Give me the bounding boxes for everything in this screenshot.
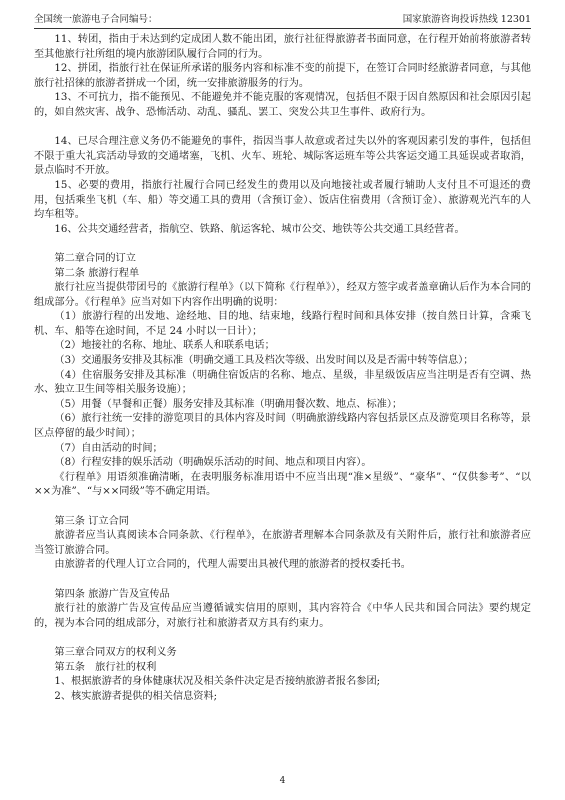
article-5-item-2: 2、核实旅游者提供的相关信息资料; — [54, 690, 218, 702]
definition-15: 15、必要的费用，指旅行社履行合同已经发生的费用以及向地接社或者履行辅助人支付且不可退还的费用，包括乘坐飞机（车、船）等交通工具的费用（含预订金）、饭店住宿费用（含预订金）、旅游观光汽车的人均车租等。 — [34, 179, 531, 221]
article-5-item-1: 1、根据旅游者的身体健康状况及相关条件决定是否接纳旅游者报名参团; — [54, 676, 381, 688]
definition-13: 13、不可抗力，指不能预见、不能避免并不能克服的客观情况，包括但不限于因自然原因和社会原因引起的，如自然灾害、战争、恐怖活动、动乱、骚乱、罢工、突发公共卫生事件、政府行为。 — [34, 92, 531, 118]
article-2-item-7: （7）自由活动的时间； — [54, 442, 163, 454]
article-5-heading: 第五条 旅行社的权利 — [54, 661, 157, 673]
definition-14: 14、已尽合理注意义务仍不能避免的事件，指因当事人故意或者过失以外的客观因素引发的事件，包括但不限于重大礼宾活动导致的交通堵塞，飞机、火车、班轮、城际客运班车等公共客运交通工具延误或者取消，景点临时不开放。 — [34, 136, 531, 177]
article-2-item-1: （1）旅游行程的出发地、途经地、目的地、结束地，线路行程时间和具体安排（按自然日计算，含乘飞机、车、船等在途时间，不足 24 小时以一日计）； — [34, 311, 531, 337]
article-4-heading: 第四条 旅游广告及宣传品 — [54, 588, 170, 600]
definition-12: 12、拼团，指旅行社在保证所承诺的服务内容和标准不变的前提下，在签订合同时经旅游者同意，与其他旅行社招徕的旅游者拼成一个团，统一安排旅游服务的行为。 — [34, 63, 531, 89]
contract-number-label: 全国统一旅游电子合同编号： — [34, 14, 158, 25]
document-body — [34, 33, 531, 704]
article-2-heading: 第二条 旅游行程单 — [54, 267, 140, 279]
article-2-item-3: （3）交通服务安排及其标准（明确交通工具及档次等级、出发时间以及是否需中转等信息）； — [54, 355, 474, 367]
spacer — [34, 631, 531, 646]
article-2-paragraph-1: 旅行社应当提供带团号的《旅游行程单》（以下简称《行程单》），经双方签字或者盖章确认后作为本合同的组成部分。《行程单》应当对如下内容作出明确的说明： — [34, 282, 531, 308]
chapter-2-heading: 第二章合同的订立 — [54, 252, 136, 264]
article-2-item-2: （2）地接社的名称、地址、联系人和联系电话； — [54, 340, 275, 352]
article-2-paragraph-2: 《行程单》用语须准确清晰，在表明服务标准用语中不应当出现“准×星级”、“豪华”、“仅供参考”、“以××为准”、“与××同级”等不确定用语。 — [34, 471, 531, 498]
article-2-item-8: （8）行程安排的娱乐活动（明确娱乐活动的时间、地点和项目内容）。 — [54, 457, 372, 469]
article-2-item-4: （4）住宿服务安排及其标准（明确住宿饭店的名称、地点、星级，非星级饭店应当注明是否有空调、热水、独立卫生间等相关服务设施）； — [34, 369, 531, 396]
article-3-paragraph-1: 旅游者应当认真阅读本合同条款、《行程单》，在旅游者理解本合同条款及有关附件后，旅行社和旅游者应当签订旅游合同。 — [34, 530, 531, 556]
article-4-paragraph-1: 旅行社的旅游广告及宣传品应当遵循诚实信用的原则，其内容符合《中华人民共和国合同法》要约规定的，视为本合同的组成部分，对旅行社和旅游者双方具有约束力。 — [34, 603, 531, 629]
page-header — [34, 12, 531, 29]
article-2-item-5: （5）用餐（早餐和正餐）服务安排及其标准（明确用餐次数、地点、标准）； — [54, 398, 403, 410]
article-3-paragraph-2: 由旅游者的代理人订立合同的，代理人需要出具被代理的旅游者的授权委托书。 — [54, 559, 411, 571]
definition-11: 11、转团，指由于未达到约定成团人数不能出团，旅行社征得旅游者书面同意，在行程开始前将旅游者转至其他旅行社所组的境内旅游团队履行合同的行为。 — [34, 34, 531, 60]
definition-16: 16、公共交通经营者，指航空、铁路、航运客轮、城市公交、地铁等公共交通工具经营者。 — [54, 223, 465, 235]
complaint-hotline: 国家旅游咨询投诉热线 12301 — [402, 14, 531, 25]
spacer — [34, 237, 531, 252]
article-2-item-6: （6）旅行社统一安排的游览项目的具体内容及时间（明确旅游线路内容包括景区点及游览项目名称等，景区点停留的最少时间）； — [34, 413, 531, 440]
page-number: 4 — [279, 776, 286, 786]
chapter-3-heading: 第三章合同双方的权利义务 — [54, 646, 177, 658]
spacer — [34, 121, 531, 136]
spacer — [34, 500, 531, 515]
spacer — [34, 573, 531, 588]
article-3-heading: 第三条 订立合同 — [54, 515, 129, 527]
